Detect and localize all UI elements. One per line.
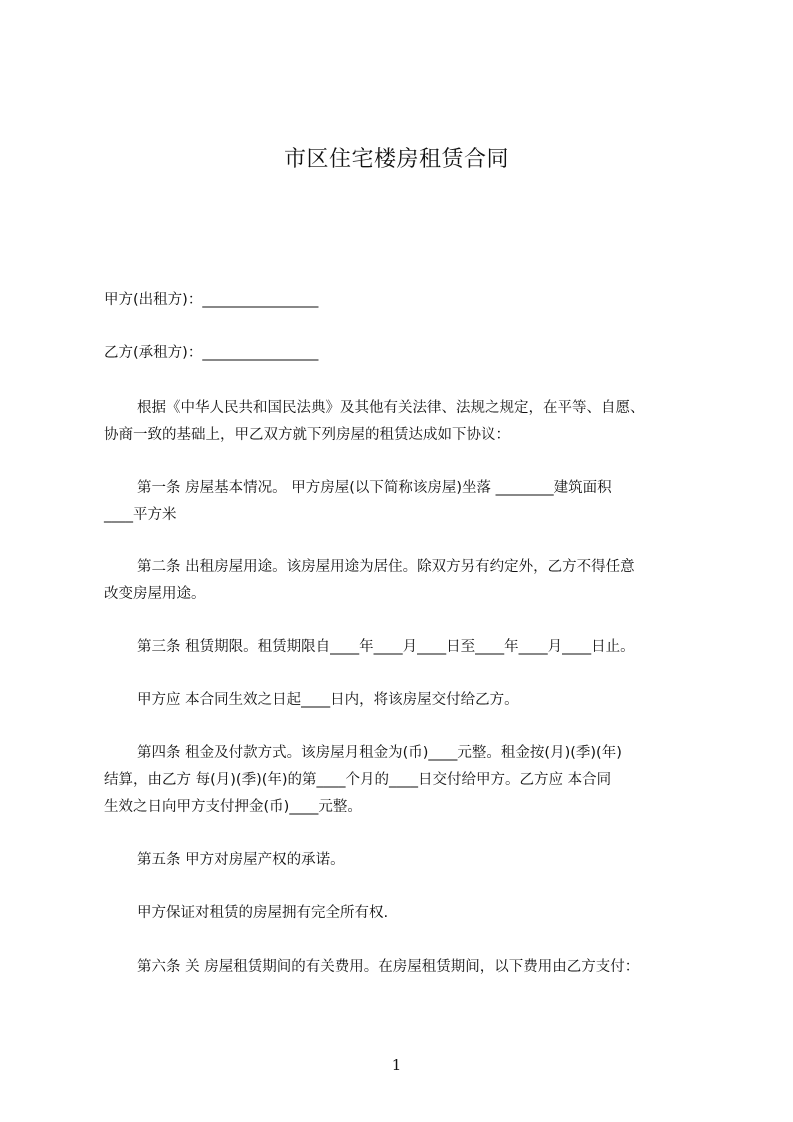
article2-line-2: 改变房屋用途。 <box>104 586 206 602</box>
page-number: 1 <box>391 1056 402 1074</box>
article1-line-2: ____平方米 <box>104 507 177 523</box>
article4-line-3: 生效之日向甲方支付押金(币)____元整。 <box>104 799 362 815</box>
party-b-line: 乙方(承租方)：________________ <box>104 345 319 361</box>
article1-line-1: 第一条 房屋基本情况。 甲方房屋(以下简称该房屋)坐落 ________建筑面积 <box>137 480 612 496</box>
article5-heading: 第五条 甲方对房屋产权的承诺。 <box>137 852 345 868</box>
preamble-line-1: 根据《中华人民共和国民法典》及其他有关法律、法规之规定，在平等、自愿、 <box>137 400 645 416</box>
article2-line-1: 第二条 出租房屋用途。该房屋用途为居住。除双方另有约定外，乙方不得任意 <box>137 559 635 575</box>
document-title: 市区住宅楼房租赁合同 <box>283 147 509 172</box>
article3-term: 第三条 租赁期限。租赁期限自____年____月____日至____年____月____日止。 <box>137 639 635 655</box>
article3-delivery: 甲方应 本合同生效之日起____日内，将该房屋交付给乙方。 <box>137 692 519 708</box>
preamble-line-2: 协商一致的基础上，甲乙双方就下列房屋的租赁达成如下协议： <box>104 427 510 443</box>
party-a-line: 甲方(出租方)：________________ <box>104 292 319 308</box>
article4-line-1: 第四条 租金及付款方式。该房屋月租金为(币)____元整。租金按(月)(季)(年) <box>137 745 622 761</box>
article6-heading: 第六条 关 房屋租赁期间的有关费用。在房屋租赁期间，以下费用由乙方支付： <box>137 959 640 975</box>
article5-detail: 甲方保证对租赁的房屋拥有完全所有权. <box>137 905 389 921</box>
article4-line-2: 结算，由乙方 每(月)(季)(年)的第____个月的____日交付给甲方。乙方应 本合同 <box>104 772 612 788</box>
